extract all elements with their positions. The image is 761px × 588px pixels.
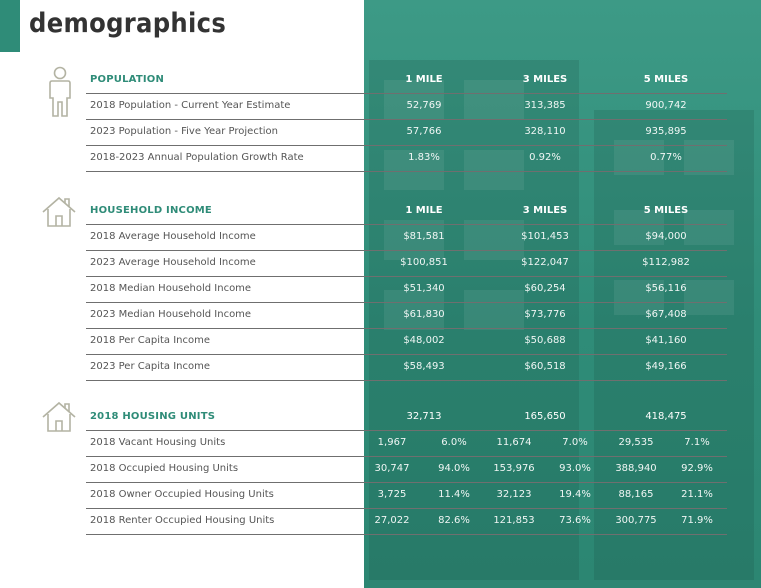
section-title: HOUSEHOLD INCOME [90, 205, 212, 216]
count-3-miles: 153,976 [493, 463, 535, 474]
table-row [86, 93, 727, 120]
value-1-mile: $48,002 [403, 335, 445, 346]
percent-5-miles: 71.9% [681, 515, 713, 526]
value-3-miles: 313,385 [524, 100, 566, 111]
count-5-miles: 29,535 [618, 437, 654, 448]
page-title: demographics [29, 8, 227, 39]
row-label: 2018 Renter Occupied Housing Units [90, 515, 275, 526]
percent-3-miles: 7.0% [562, 437, 588, 448]
count-3-miles: 11,674 [496, 437, 532, 448]
house-icon [41, 196, 77, 228]
house-icon [41, 401, 77, 433]
row-label: 2018 Population - Current Year Estimate [90, 100, 291, 111]
household-income-header-row [86, 198, 727, 225]
value-1-mile: $61,830 [403, 309, 445, 320]
row-label: 2023 Population - Five Year Projection [90, 126, 278, 137]
housing-units-header-row [86, 404, 727, 431]
value-5-miles: 935,895 [645, 126, 687, 137]
value-5-miles: $112,982 [642, 257, 690, 268]
count-3-miles: 32,123 [496, 489, 532, 500]
person-icon [46, 66, 74, 118]
column-header: 1 MILE [405, 74, 443, 85]
value-5-miles: $56,116 [645, 283, 687, 294]
value-1-mile: $58,493 [403, 361, 445, 372]
count-5-miles: 88,165 [618, 489, 654, 500]
percent-3-miles: 73.6% [559, 515, 591, 526]
value-5-miles: $94,000 [645, 231, 687, 242]
total-5-miles: 418,475 [645, 411, 687, 422]
value-1-mile: 57,766 [406, 126, 442, 137]
percent-5-miles: 7.1% [684, 437, 710, 448]
value-5-miles: $67,408 [645, 309, 687, 320]
row-label: 2018-2023 Annual Population Growth Rate [90, 152, 304, 163]
value-5-miles: 900,742 [645, 100, 687, 111]
value-5-miles: $49,166 [645, 361, 687, 372]
count-3-miles: 121,853 [493, 515, 535, 526]
value-3-miles: $101,453 [521, 231, 569, 242]
section-title: POPULATION [90, 74, 165, 85]
table-row [86, 119, 727, 146]
total-3-miles: 165,650 [524, 411, 566, 422]
column-header: 3 MILES [522, 205, 568, 216]
value-3-miles: 0.92% [529, 152, 561, 163]
value-1-mile: $100,851 [400, 257, 448, 268]
row-label: 2023 Median Household Income [90, 309, 252, 320]
table-row [86, 224, 727, 251]
value-3-miles: 328,110 [524, 126, 566, 137]
column-header: 5 MILES [643, 205, 689, 216]
table-row [86, 276, 727, 303]
count-5-miles: 300,775 [615, 515, 657, 526]
table-row [86, 430, 727, 457]
percent-1-mile: 6.0% [441, 437, 467, 448]
percent-5-miles: 21.1% [681, 489, 713, 500]
percent-1-mile: 11.4% [438, 489, 470, 500]
population-header-row [86, 67, 727, 94]
count-5-miles: 388,940 [615, 463, 657, 474]
percent-3-miles: 93.0% [559, 463, 591, 474]
count-1-mile: 1,967 [377, 437, 407, 448]
count-1-mile: 30,747 [374, 463, 410, 474]
row-label: 2018 Vacant Housing Units [90, 437, 226, 448]
value-1-mile: $81,581 [403, 231, 445, 242]
table-row [86, 482, 727, 509]
value-3-miles: $73,776 [524, 309, 566, 320]
row-label: 2018 Occupied Housing Units [90, 463, 239, 474]
percent-1-mile: 94.0% [438, 463, 470, 474]
row-label: 2018 Per Capita Income [90, 335, 211, 346]
value-3-miles: $60,518 [524, 361, 566, 372]
value-1-mile: 1.83% [408, 152, 440, 163]
row-label: 2023 Per Capita Income [90, 361, 211, 372]
value-3-miles: $50,688 [524, 335, 566, 346]
count-1-mile: 27,022 [374, 515, 410, 526]
value-5-miles: $41,160 [645, 335, 687, 346]
row-label: 2018 Owner Occupied Housing Units [90, 489, 274, 500]
percent-5-miles: 92.9% [681, 463, 713, 474]
percent-3-miles: 19.4% [559, 489, 591, 500]
section-title: 2018 HOUSING UNITS [90, 411, 216, 422]
value-5-miles: 0.77% [650, 152, 682, 163]
value-3-miles: $122,047 [521, 257, 569, 268]
table-row [86, 456, 727, 483]
count-1-mile: 3,725 [377, 489, 407, 500]
percent-1-mile: 82.6% [438, 515, 470, 526]
value-3-miles: $60,254 [524, 283, 566, 294]
table-row [86, 145, 727, 172]
row-label: 2023 Average Household Income [90, 257, 256, 268]
row-label: 2018 Average Household Income [90, 231, 256, 242]
table-row [86, 354, 727, 381]
table-row [86, 302, 727, 329]
total-1-mile: 32,713 [406, 411, 442, 422]
table-row [86, 508, 727, 535]
column-header: 1 MILE [405, 205, 443, 216]
row-label: 2018 Median Household Income [90, 283, 252, 294]
column-header: 3 MILES [522, 74, 568, 85]
table-row [86, 328, 727, 355]
value-1-mile: $51,340 [403, 283, 445, 294]
accent-bar [0, 0, 20, 52]
table-row [86, 250, 727, 277]
value-1-mile: 52,769 [406, 100, 442, 111]
column-header: 5 MILES [643, 74, 689, 85]
